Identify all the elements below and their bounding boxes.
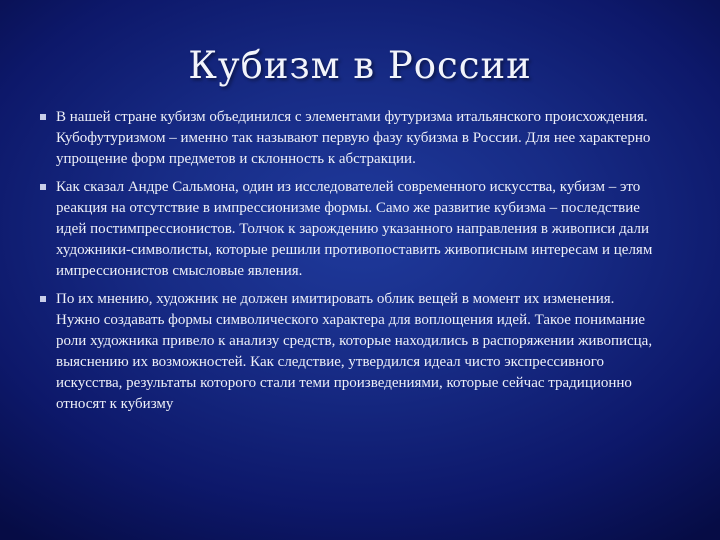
square-bullet-icon bbox=[40, 184, 46, 190]
slide-body bbox=[56, 107, 656, 422]
square-bullet-icon bbox=[40, 296, 46, 302]
paragraph-text: По их мнению, художник не должен имитировать облик вещей в момент их изменения. Нужно создавать формы символического характера для воплощения идей. Такое понимание роли художника привело к анализу средств, которые находились в распоряжении живописца, выяснению их возможностей. Как следствие, утвердился идеал чисто экспрессивного искусства, результаты которого стали теми произведениями, которые сейчас традиционно относят к кубизму bbox=[56, 291, 653, 412]
paragraph bbox=[56, 177, 656, 282]
paragraph bbox=[56, 289, 656, 415]
paragraph-text: В нашей стране кубизм объединился с элементами футуризма итальянского происхождения. Кубофутуризмом – именно так называют первую фазу кубизма в России. Для нее характерно упрощение форм предметов и склонность к абстракции. bbox=[56, 109, 651, 167]
paragraph-text: Как сказал Андре Сальмона, один из исследователей современного искусства, кубизм – это реакция на отсутствие в импрессионизме формы. Само же развитие кубизма – последствие идей постимпрессионистов. Толчок к зарождению указанного направления в живописи дали художники-символисты, которые решили противопоставить живописным интересам и целям импрессионистов смысловые явления. bbox=[56, 179, 653, 279]
square-bullet-icon bbox=[40, 114, 46, 120]
slide-title: Кубизм в России bbox=[188, 44, 532, 87]
paragraph bbox=[56, 107, 656, 170]
